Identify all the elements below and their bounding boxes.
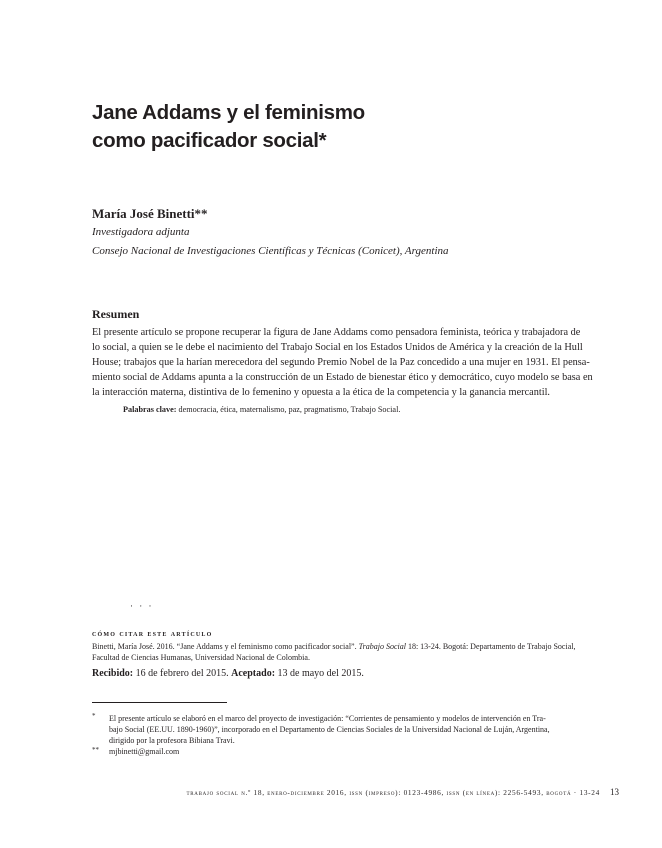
accepted-label: Aceptado:: [231, 668, 276, 679]
footnote-email: mjbinetti@gmail.com: [109, 747, 180, 756]
keywords: [123, 405, 400, 414]
dates: [92, 668, 364, 679]
footnote-line: El presente artículo se elaboró en el marco del proyecto de investigación: “Corrientes de pensamiento y modelos de intervención en Tra-: [109, 714, 546, 723]
citation-text-b: 18: 13-24. Bogotá: Departamento de Trabajo Social,: [405, 642, 576, 651]
abstract-line: lo social, a quien se le debe el nacimiento del Trabajo Social en los Estados Unidos de América y la creación de la Hull: [92, 342, 583, 353]
author-institution: Consejo Nacional de Investigaciones Científicas y Técnicas (Conicet), Argentina: [92, 245, 449, 257]
citation-journal: Trabajo Social: [358, 642, 406, 651]
keywords-label: Palabras clave:: [123, 405, 177, 414]
running-footer: trabajo social n.º 18, enero-diciembre 2016, issn (impreso): 0123-4986, issn (en línea): 2256-5493, bogotá · 13-24: [186, 788, 600, 797]
abstract-line: la interacción materna, distintiva de lo femenino y opuesta a la ética de la competencia y la ganancia mercantil.: [92, 387, 551, 398]
section-separator: · · ·: [130, 601, 154, 611]
footnote-mark: **: [92, 746, 99, 754]
author-name: María José Binetti**: [92, 206, 208, 221]
footnote-mark: *: [92, 712, 96, 720]
citation-line-1: [92, 641, 575, 652]
accepted-date: 13 de mayo del 2015.: [275, 668, 364, 679]
footnote-line: dirigido por la profesora Bibiana Travi.: [109, 736, 235, 745]
article-title-line-2: como pacificador social*: [92, 129, 327, 152]
citation-line-2: Facultad de Ciencias Humanas, Universidad Nacional de Colombia.: [92, 653, 310, 662]
abstract-line: miento social de Addams apunta a la construcción de un Estado de bienestar ético y democrático, cuyo modelo se basa en: [92, 372, 593, 383]
abstract-heading: Resumen: [92, 307, 140, 321]
keywords-list: democracia, ética, maternalismo, paz, pragmatismo, Trabajo Social.: [178, 405, 401, 414]
citation-heading: cómo citar este artículo: [92, 629, 213, 638]
abstract-line: House; trabajos que la harían merecedora del segundo Premio Nobel de la Paz concedido a una mujer en 1931. El pensa-: [92, 357, 590, 368]
citation-text-a: Binetti, María José. 2016. “Jane Addams y el feminismo como pacificador social”.: [92, 642, 359, 651]
abstract-line: El presente artículo se propone recuperar la figura de Jane Addams como pensadora feminista, teórica y trabajadora de: [92, 327, 581, 338]
received-date: 16 de febrero del 2015.: [133, 668, 232, 679]
article-title: [92, 99, 572, 155]
footnote-line: bajo Social (EE.UU. 1890-1960)”, incorporado en el Departamento de Ciencias Sociales de la Universidad Nacional de Luján, Argentina,: [109, 725, 550, 734]
page-number: 13: [610, 787, 619, 797]
article-title-line-1: Jane Addams y el feminismo: [92, 101, 365, 124]
author-role: Investigadora adjunta: [92, 226, 190, 238]
footnote-rule: [92, 702, 227, 703]
received-label: Recibido:: [92, 668, 134, 679]
